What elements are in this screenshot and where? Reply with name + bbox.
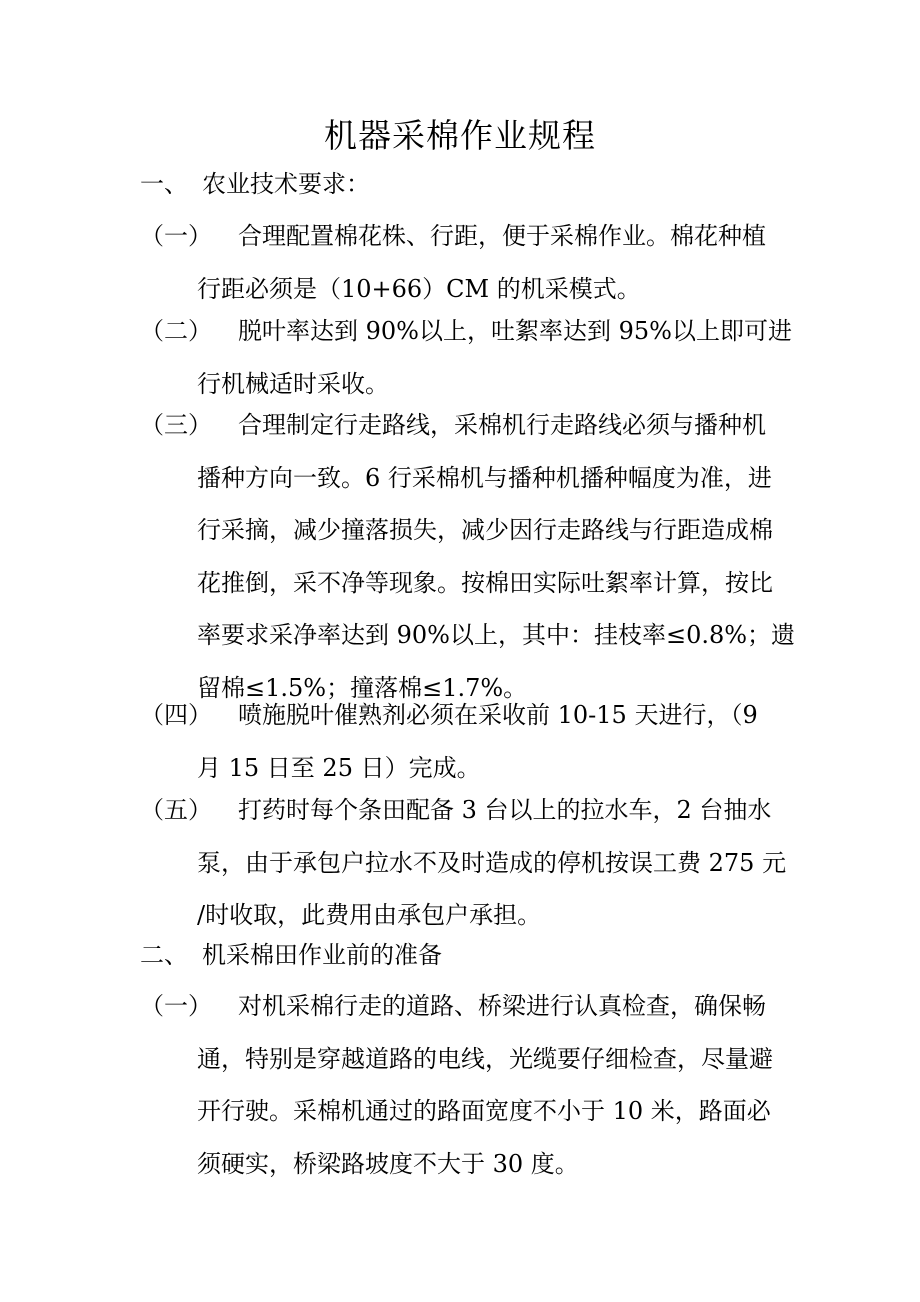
item-line: 打药时每个条田配备 3 台以上的拉水车，2 台抽水 xyxy=(238,796,772,824)
item-line: 通，特别是穿越道路的电线，光缆要仔细检查，尽量避 xyxy=(197,1044,773,1073)
item-line: 合理制定行走路线，采棉机行走路线必须与播种机 xyxy=(238,411,766,439)
section-2-item-1 xyxy=(140,988,790,1198)
item-line: 行采摘，减少撞落损失，减少因行走路线与行距造成棉 xyxy=(197,516,773,544)
section-2-title: 机采棉田作业前的准备 xyxy=(202,941,442,969)
item-line: 脱叶率达到 90%以上，吐絮率达到 95%以上即可进 xyxy=(238,317,792,345)
item-line: 留棉≤1.5%；撞落棉≤1.7%。 xyxy=(197,673,528,702)
section-2-number: 二、 xyxy=(140,941,188,969)
item-line: 开行驶。采棉机通过的路面宽度不小于 10 米，路面必 xyxy=(197,1097,771,1125)
item-line: /时收取，此费用由承包户承担。 xyxy=(197,901,542,929)
section-1-item-4 xyxy=(140,697,790,802)
document-title: 机器采棉作业规程 xyxy=(324,116,596,155)
item-line: 率要求采净率达到 90%以上，其中：挂枝率≤0.8%；遗 xyxy=(197,621,796,649)
item-number: （一） xyxy=(140,992,212,1020)
section-1-item-3 xyxy=(140,407,796,722)
section-1-title: 农业技术要求： xyxy=(202,170,370,198)
item-line: 播种方向一致。6 行采棉机与播种机播种幅度为准，进 xyxy=(197,463,772,492)
item-number: （四） xyxy=(140,701,212,729)
item-number: （五） xyxy=(140,796,212,824)
item-number: （一） xyxy=(140,222,212,250)
section-1-item-2 xyxy=(140,313,790,418)
item-number: （二） xyxy=(140,317,212,345)
section-1-heading xyxy=(140,166,370,202)
item-line: 合理配置棉花株、行距，便于采棉作业。棉花种植 xyxy=(238,222,766,250)
item-line: 喷施脱叶催熟剂必须在采收前 10-15 天进行，（9 xyxy=(238,701,758,729)
item-line: 行机械适时采收。 xyxy=(197,369,389,398)
item-line: 对机采棉行走的道路、桥梁进行认真检查，确保畅 xyxy=(238,992,766,1020)
section-1-item-5 xyxy=(140,792,790,950)
section-1-item-1 xyxy=(140,218,790,323)
section-1-number: 一、 xyxy=(140,170,188,198)
section-2-heading xyxy=(140,937,442,973)
item-line: 泵，由于承包户拉水不及时造成的停机按误工费 275 元 xyxy=(197,848,787,877)
item-line: 月 15 日至 25 日）完成。 xyxy=(197,753,481,782)
item-line: 行距必须是（10+66）CM 的机采模式。 xyxy=(197,274,641,303)
item-line: 花推倒，采不净等现象。按棉田实际吐絮率计算，按比 xyxy=(197,568,773,597)
item-line: 须硬实，桥梁路坡度不大于 30 度。 xyxy=(197,1149,579,1178)
item-number: （三） xyxy=(140,411,212,439)
